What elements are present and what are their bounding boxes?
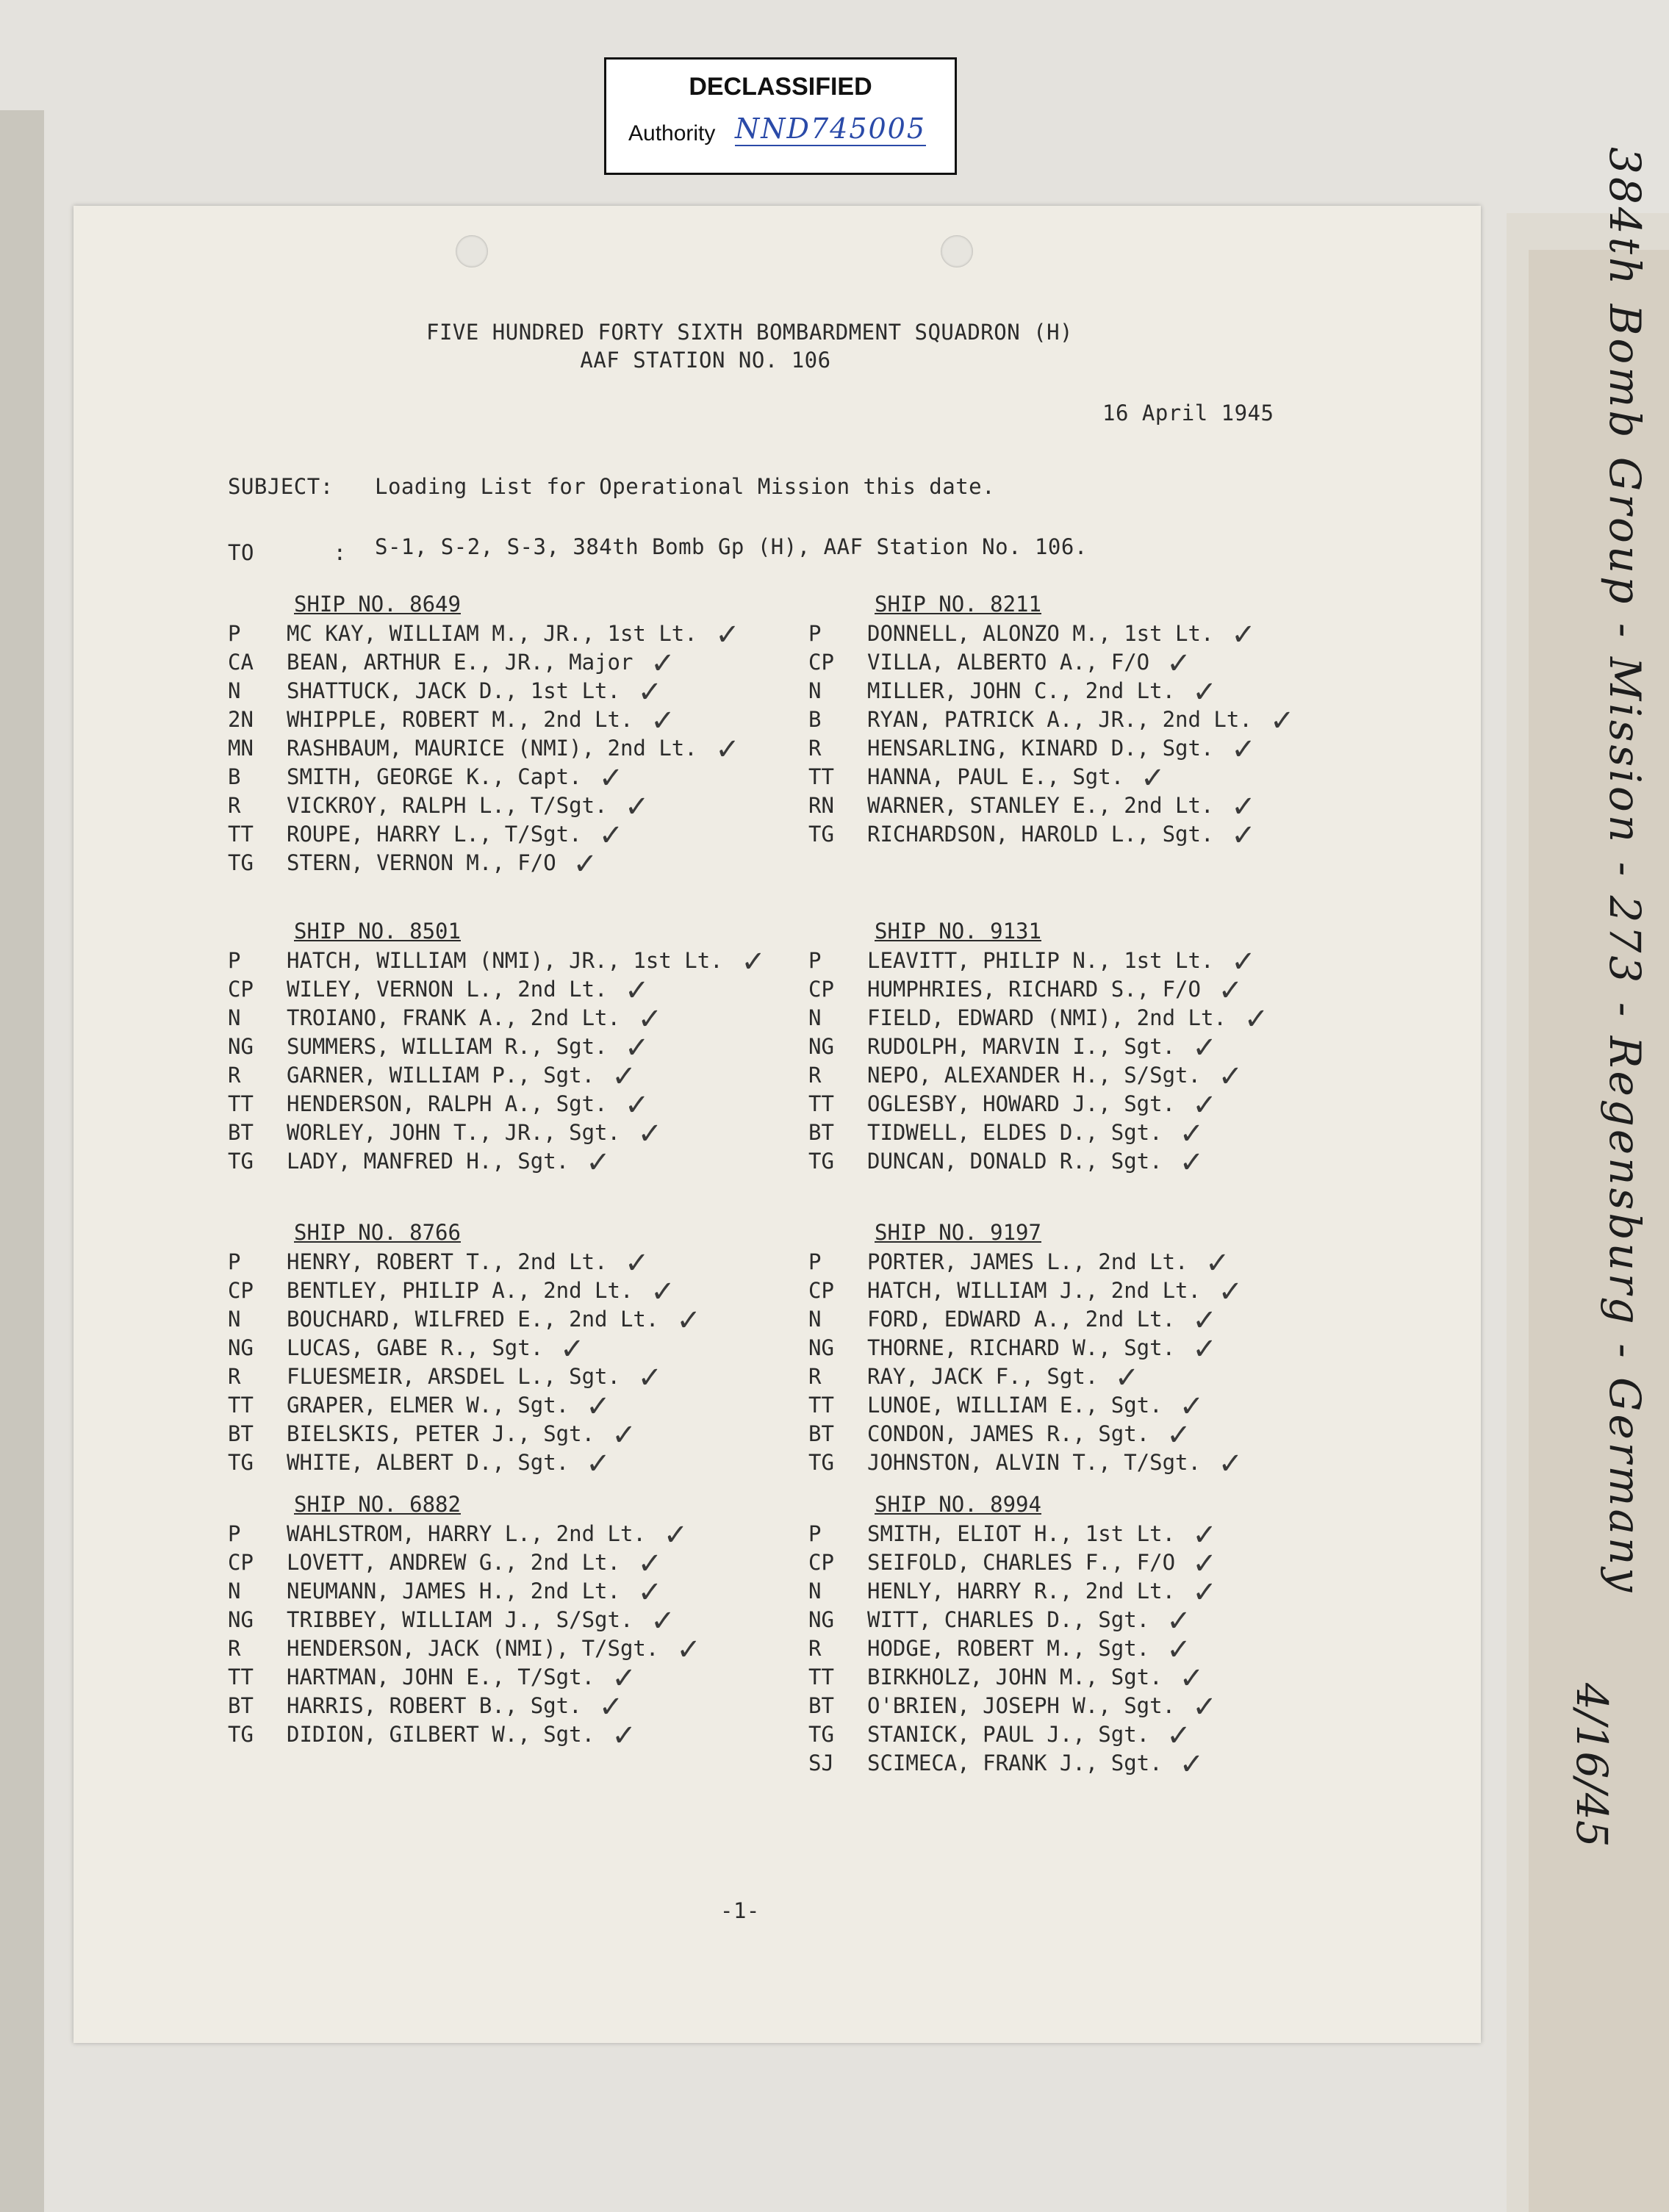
- handwritten-check-icon: ✓: [715, 733, 740, 766]
- handwritten-check-icon: ✓: [1231, 819, 1256, 852]
- crew-name: HENDERSON, JACK (NMI), T/Sgt.: [287, 1636, 659, 1661]
- crew-name: PORTER, JAMES L., 2nd Lt.: [867, 1249, 1188, 1274]
- crew-name: DONNELL, ALONZO M., 1st Lt.: [867, 621, 1214, 646]
- handwritten-check-icon: ✓: [586, 1146, 611, 1179]
- handwritten-check-icon: ✓: [1192, 675, 1217, 709]
- crew-row: [808, 704, 1338, 738]
- handwritten-check-icon: ✓: [663, 1518, 689, 1552]
- crew-position: P: [808, 1249, 822, 1274]
- crew-row: [228, 1418, 757, 1452]
- to-value: S-1, S-2, S-3, 384th Bomb Gp (H), AAF Station No. 106.: [375, 534, 1088, 559]
- crew-position: TT: [228, 1393, 254, 1418]
- crew-position: TG: [808, 1450, 834, 1475]
- handwritten-check-icon: ✓: [650, 1275, 675, 1309]
- crew-row: [808, 945, 1338, 979]
- crew-position: BT: [228, 1120, 254, 1145]
- crew-position: TG: [808, 822, 834, 847]
- crew-position: R: [808, 1636, 822, 1661]
- crew-position: N: [808, 678, 822, 703]
- handwritten-check-icon: ✓: [586, 1447, 611, 1481]
- crew-position: NG: [228, 1034, 254, 1059]
- crew-name: HATCH, WILLIAM (NMI), JR., 1st Lt.: [287, 948, 723, 973]
- ship-title: SHIP NO. 9131: [875, 919, 1041, 944]
- crew-name: STANICK, PAUL J., Sgt.: [867, 1722, 1150, 1747]
- squadron-heading: FIVE HUNDRED FORTY SIXTH BOMBARDMENT SQUADRON (H): [426, 320, 1074, 345]
- handwritten-check-icon: ✓: [1114, 1361, 1140, 1395]
- handwritten-check-icon: ✓: [611, 1719, 636, 1753]
- side-note-date: 4/16/45: [1567, 1683, 1617, 1847]
- crew-position: TG: [228, 1450, 254, 1475]
- crew-name: HENSARLING, KINARD D., Sgt.: [867, 736, 1214, 761]
- crew-position: P: [808, 948, 822, 973]
- crew-name: WHITE, ALBERT D., Sgt.: [287, 1450, 570, 1475]
- handwritten-check-icon: ✓: [637, 1117, 663, 1151]
- crew-position: CP: [228, 977, 254, 1002]
- ship-title: SHIP NO. 8994: [875, 1492, 1041, 1517]
- crew-position: R: [228, 793, 241, 818]
- crew-row: [228, 1518, 757, 1552]
- crew-position: BT: [808, 1421, 834, 1446]
- handwritten-check-icon: ✓: [1192, 1690, 1217, 1724]
- crew-row: [228, 1275, 757, 1309]
- crew-row: [808, 1146, 1338, 1179]
- crew-row: [808, 1447, 1338, 1481]
- crew-row: [228, 1361, 757, 1395]
- crew-position: CP: [808, 650, 834, 675]
- crew-position: R: [228, 1063, 241, 1088]
- handwritten-check-icon: ✓: [1270, 704, 1295, 738]
- crew-row: [808, 647, 1338, 681]
- crew-name: TIDWELL, ELDES D., Sgt.: [867, 1120, 1163, 1145]
- crew-row: [808, 1690, 1338, 1724]
- crew-position: TG: [808, 1149, 834, 1174]
- crew-row: [228, 1088, 757, 1122]
- handwritten-check-icon: ✓: [637, 1576, 663, 1609]
- crew-row: [808, 1332, 1338, 1366]
- crew-row: [228, 675, 757, 709]
- crew-row: [228, 1002, 757, 1036]
- crew-name: O'BRIEN, JOSEPH W., Sgt.: [867, 1693, 1176, 1718]
- handwritten-check-icon: ✓: [1166, 647, 1191, 681]
- to-label: TO :: [228, 540, 347, 565]
- crew-row: [228, 1604, 757, 1638]
- handwritten-check-icon: ✓: [1218, 1447, 1243, 1481]
- handwritten-check-icon: ✓: [1218, 974, 1243, 1008]
- crew-position: TG: [228, 1149, 254, 1174]
- crew-position: N: [808, 1579, 822, 1604]
- crew-row: [808, 1002, 1338, 1036]
- crew-row: [808, 1547, 1338, 1581]
- crew-position: B: [808, 707, 822, 732]
- crew-row: [808, 1246, 1338, 1280]
- crew-position: R: [228, 1364, 241, 1389]
- crew-row: [228, 704, 757, 738]
- crew-name: LADY, MANFRED H., Sgt.: [287, 1149, 570, 1174]
- crew-position: CP: [808, 1278, 834, 1303]
- handwritten-check-icon: ✓: [625, 1031, 650, 1065]
- document-page: [73, 206, 1481, 2043]
- crew-position: TT: [808, 1665, 834, 1689]
- crew-row: [228, 974, 757, 1008]
- crew-name: WHIPPLE, ROBERT M., 2nd Lt.: [287, 707, 633, 732]
- crew-row: [808, 1576, 1338, 1609]
- crew-position: NG: [808, 1607, 834, 1632]
- crew-position: CA: [228, 650, 254, 675]
- crew-position: TT: [808, 1091, 834, 1116]
- crew-name: RAY, JACK F., Sgt.: [867, 1364, 1099, 1389]
- crew-row: [228, 847, 757, 881]
- crew-name: FIELD, EDWARD (NMI), 2nd Lt.: [867, 1005, 1227, 1030]
- handwritten-check-icon: ✓: [625, 1088, 650, 1122]
- crew-name: HARRIS, ROBERT B., Sgt.: [287, 1693, 582, 1718]
- handwritten-check-icon: ✓: [1192, 1304, 1217, 1337]
- crew-name: TROIANO, FRANK A., 2nd Lt.: [287, 1005, 620, 1030]
- crew-name: SEIFOLD, CHARLES F., F/O: [867, 1550, 1176, 1575]
- handwritten-check-icon: ✓: [1192, 1518, 1217, 1552]
- page-number: -1-: [720, 1898, 760, 1923]
- crew-position: NG: [808, 1034, 834, 1059]
- crew-name: SCIMECA, FRANK J., Sgt.: [867, 1750, 1163, 1775]
- crew-position: P: [228, 948, 241, 973]
- crew-name: FORD, EDWARD A., 2nd Lt.: [867, 1307, 1176, 1332]
- crew-name: LOVETT, ANDREW G., 2nd Lt.: [287, 1550, 620, 1575]
- handwritten-check-icon: ✓: [1179, 1117, 1205, 1151]
- crew-name: MC KAY, WILLIAM M., JR., 1st Lt.: [287, 621, 697, 646]
- ship-title: SHIP NO. 8766: [294, 1220, 461, 1245]
- stamp-title: DECLASSIFIED: [689, 73, 872, 101]
- crew-row: [228, 790, 757, 824]
- handwritten-check-icon: ✓: [637, 1547, 663, 1581]
- crew-position: P: [228, 621, 241, 646]
- handwritten-check-icon: ✓: [1192, 1576, 1217, 1609]
- handwritten-check-icon: ✓: [573, 847, 598, 881]
- handwritten-check-icon: ✓: [1166, 1633, 1191, 1667]
- handwritten-check-icon: ✓: [625, 1246, 650, 1280]
- crew-position: CP: [808, 977, 834, 1002]
- crew-row: [808, 1117, 1338, 1151]
- crew-row: [808, 1088, 1338, 1122]
- crew-name: OGLESBY, HOWARD J., Sgt.: [867, 1091, 1176, 1116]
- handwritten-check-icon: ✓: [637, 1361, 663, 1395]
- crew-position: TT: [808, 764, 834, 789]
- crew-position: R: [228, 1636, 241, 1661]
- crew-position: NG: [808, 1335, 834, 1360]
- crew-name: JOHNSTON, ALVIN T., T/Sgt.: [867, 1450, 1201, 1475]
- crew-row: [228, 1447, 757, 1481]
- crew-name: ROUPE, HARRY L., T/Sgt.: [287, 822, 582, 847]
- handwritten-side-note: [1540, 147, 1665, 1911]
- crew-name: LUNOE, WILLIAM E., Sgt.: [867, 1393, 1163, 1418]
- crew-position: N: [228, 678, 241, 703]
- crew-row: [228, 1662, 757, 1695]
- crew-position: SJ: [808, 1750, 834, 1775]
- handwritten-check-icon: ✓: [598, 761, 624, 795]
- crew-position: R: [808, 736, 822, 761]
- handwritten-check-icon: ✓: [676, 1633, 701, 1667]
- handwritten-check-icon: ✓: [586, 1390, 611, 1423]
- handwritten-check-icon: ✓: [1231, 618, 1256, 652]
- crew-name: VILLA, ALBERTO A., F/O: [867, 650, 1150, 675]
- crew-row: [808, 675, 1338, 709]
- station-heading: AAF STATION NO. 106: [580, 348, 831, 373]
- crew-name: VICKROY, RALPH L., T/Sgt.: [287, 793, 608, 818]
- crew-name: SMITH, ELIOT H., 1st Lt.: [867, 1521, 1176, 1546]
- handwritten-check-icon: ✓: [1192, 1332, 1217, 1366]
- handwritten-check-icon: ✓: [611, 1060, 636, 1094]
- crew-name: HENRY, ROBERT T., 2nd Lt.: [287, 1249, 608, 1274]
- subject-value: Loading List for Operational Mission this date.: [375, 474, 996, 499]
- handwritten-check-icon: ✓: [1166, 1604, 1191, 1638]
- crew-row: [228, 1690, 757, 1724]
- crew-position: N: [808, 1307, 822, 1332]
- crew-position: N: [808, 1005, 822, 1030]
- crew-name: THORNE, RICHARD W., Sgt.: [867, 1335, 1176, 1360]
- crew-position: R: [808, 1063, 822, 1088]
- crew-name: STERN, VERNON M., F/O: [287, 850, 556, 875]
- crew-position: TT: [228, 1091, 254, 1116]
- handwritten-check-icon: ✓: [560, 1332, 585, 1366]
- crew-name: HODGE, ROBERT M., Sgt.: [867, 1636, 1150, 1661]
- crew-name: RUDOLPH, MARVIN I., Sgt.: [867, 1034, 1176, 1059]
- handwritten-check-icon: ✓: [1166, 1719, 1191, 1753]
- crew-position: MN: [228, 736, 254, 761]
- crew-position: TG: [228, 1722, 254, 1747]
- crew-name: HARTMAN, JOHN E., T/Sgt.: [287, 1665, 595, 1689]
- ship-title: SHIP NO. 9197: [875, 1220, 1041, 1245]
- handwritten-check-icon: ✓: [1166, 1418, 1191, 1452]
- handwritten-check-icon: ✓: [741, 945, 766, 979]
- crew-name: BENTLEY, PHILIP A., 2nd Lt.: [287, 1278, 633, 1303]
- crew-row: [808, 1361, 1338, 1395]
- crew-name: WILEY, VERNON L., 2nd Lt.: [287, 977, 608, 1002]
- crew-name: BIRKHOLZ, JOHN M., Sgt.: [867, 1665, 1163, 1689]
- crew-name: LEAVITT, PHILIP N., 1st Lt.: [867, 948, 1214, 973]
- crew-row: [808, 1662, 1338, 1695]
- side-note-text: 384th Bomb Group - Mission - 273 - Regensburg - Germany: [1600, 147, 1650, 1595]
- crew-position: N: [228, 1307, 241, 1332]
- crew-row: [228, 1146, 757, 1179]
- crew-row: [808, 790, 1338, 824]
- crew-row: [228, 1576, 757, 1609]
- crew-position: TT: [228, 1665, 254, 1689]
- crew-row: [228, 1060, 757, 1094]
- crew-name: WORLEY, JOHN T., JR., Sgt.: [287, 1120, 620, 1145]
- ship-title: SHIP NO. 8211: [875, 592, 1041, 617]
- crew-position: CP: [228, 1550, 254, 1575]
- crew-row: [808, 1418, 1338, 1452]
- crew-name: NEUMANN, JAMES H., 2nd Lt.: [287, 1579, 620, 1604]
- handwritten-check-icon: ✓: [1179, 1748, 1205, 1781]
- crew-position: BT: [228, 1693, 254, 1718]
- stamp-authority-label: Authority: [628, 121, 716, 146]
- crew-position: N: [228, 1005, 241, 1030]
- crew-row: [228, 1117, 757, 1151]
- handwritten-check-icon: ✓: [676, 1304, 701, 1337]
- crew-name: MILLER, JOHN C., 2nd Lt.: [867, 678, 1176, 703]
- crew-position: TT: [228, 822, 254, 847]
- handwritten-check-icon: ✓: [1179, 1662, 1205, 1695]
- crew-position: CP: [228, 1278, 254, 1303]
- crew-row: [228, 761, 757, 795]
- crew-position: CP: [808, 1550, 834, 1575]
- crew-position: 2N: [228, 707, 254, 732]
- crew-row: [808, 1304, 1338, 1337]
- crew-row: [228, 1547, 757, 1581]
- crew-name: HENDERSON, RALPH A., Sgt.: [287, 1091, 608, 1116]
- crew-position: B: [228, 764, 241, 789]
- crew-row: [808, 819, 1338, 852]
- crew-name: LUCAS, GABE R., Sgt.: [287, 1335, 544, 1360]
- crew-position: TG: [808, 1722, 834, 1747]
- handwritten-check-icon: ✓: [625, 974, 650, 1008]
- handwritten-check-icon: ✓: [1141, 761, 1166, 795]
- crew-name: TRIBBEY, WILLIAM J., S/Sgt.: [287, 1607, 633, 1632]
- handwritten-check-icon: ✓: [1218, 1060, 1243, 1094]
- crew-row: [808, 1060, 1338, 1094]
- crew-position: R: [808, 1364, 822, 1389]
- crew-name: SHATTUCK, JACK D., 1st Lt.: [287, 678, 620, 703]
- crew-row: [228, 647, 757, 681]
- crew-row: [228, 945, 766, 979]
- crew-name: WARNER, STANLEY E., 2nd Lt.: [867, 793, 1214, 818]
- handwritten-check-icon: ✓: [1192, 1031, 1217, 1065]
- ship-title: SHIP NO. 8501: [294, 919, 461, 944]
- handwritten-check-icon: ✓: [1231, 790, 1256, 824]
- crew-row: [808, 1390, 1338, 1423]
- crew-name: DIDION, GILBERT W., Sgt.: [287, 1722, 595, 1747]
- crew-position: BT: [228, 1421, 254, 1446]
- crew-row: [228, 1246, 757, 1280]
- crew-name: BOUCHARD, WILFRED E., 2nd Lt.: [287, 1307, 659, 1332]
- document-date: 16 April 1945: [1102, 401, 1274, 425]
- handwritten-check-icon: ✓: [715, 618, 740, 652]
- crew-row: [808, 1275, 1338, 1309]
- crew-position: N: [228, 1579, 241, 1604]
- handwritten-check-icon: ✓: [650, 704, 675, 738]
- handwritten-check-icon: ✓: [637, 675, 663, 709]
- handwritten-check-icon: ✓: [1205, 1246, 1230, 1280]
- ship-title: SHIP NO. 8649: [294, 592, 461, 617]
- crew-row: [808, 1031, 1338, 1065]
- handwritten-check-icon: ✓: [1179, 1390, 1205, 1423]
- handwritten-check-icon: ✓: [1243, 1002, 1269, 1036]
- crew-name: RYAN, PATRICK A., JR., 2nd Lt.: [867, 707, 1252, 732]
- handwritten-check-icon: ✓: [611, 1418, 636, 1452]
- handwritten-check-icon: ✓: [1192, 1088, 1217, 1122]
- subject-label: SUBJECT:: [228, 474, 334, 499]
- punch-hole: [456, 235, 488, 267]
- crew-row: [228, 1304, 757, 1337]
- crew-row: [228, 618, 757, 652]
- handwritten-check-icon: ✓: [1179, 1146, 1205, 1179]
- crew-name: NEPO, ALEXANDER H., S/Sgt.: [867, 1063, 1201, 1088]
- crew-name: HUMPHRIES, RICHARD S., F/O: [867, 977, 1201, 1002]
- punch-hole: [941, 235, 973, 267]
- crew-row: [228, 1332, 757, 1366]
- crew-name: BIELSKIS, PETER J., Sgt.: [287, 1421, 595, 1446]
- declassified-stamp: [604, 57, 957, 175]
- handwritten-check-icon: ✓: [598, 819, 624, 852]
- crew-row: [808, 1633, 1338, 1667]
- crew-row: [808, 1604, 1338, 1638]
- handwritten-check-icon: ✓: [650, 647, 675, 681]
- crew-position: BT: [808, 1693, 834, 1718]
- crew-name: FLUESMEIR, ARSDEL L., Sgt.: [287, 1364, 620, 1389]
- crew-position: P: [228, 1521, 241, 1546]
- crew-position: NG: [228, 1607, 254, 1632]
- background-page-left: [0, 110, 44, 2212]
- crew-row: [808, 1518, 1338, 1552]
- crew-name: SUMMERS, WILLIAM R., Sgt.: [287, 1034, 608, 1059]
- crew-row: [228, 1390, 757, 1423]
- crew-name: HATCH, WILLIAM J., 2nd Lt.: [867, 1278, 1201, 1303]
- crew-name: HANNA, PAUL E., Sgt.: [867, 764, 1124, 789]
- crew-position: P: [808, 1521, 822, 1546]
- crew-row: [808, 733, 1338, 766]
- crew-name: BEAN, ARTHUR E., JR., Major: [287, 650, 633, 675]
- crew-row: [228, 733, 757, 766]
- handwritten-check-icon: ✓: [1231, 733, 1256, 766]
- crew-name: RASHBAUM, MAURICE (NMI), 2nd Lt.: [287, 736, 697, 761]
- crew-row: [808, 1719, 1338, 1753]
- handwritten-check-icon: ✓: [1231, 945, 1256, 979]
- crew-name: GRAPER, ELMER W., Sgt.: [287, 1393, 570, 1418]
- crew-name: WITT, CHARLES D., Sgt.: [867, 1607, 1150, 1632]
- crew-name: DUNCAN, DONALD R., Sgt.: [867, 1149, 1163, 1174]
- crew-position: TG: [228, 850, 254, 875]
- crew-position: P: [808, 621, 822, 646]
- crew-row: [808, 1748, 1338, 1781]
- crew-position: TT: [808, 1393, 834, 1418]
- ship-title: SHIP NO. 6882: [294, 1492, 461, 1517]
- crew-row: [808, 761, 1338, 795]
- handwritten-check-icon: ✓: [637, 1002, 663, 1036]
- crew-row: [228, 1633, 757, 1667]
- crew-name: GARNER, WILLIAM P., Sgt.: [287, 1063, 595, 1088]
- handwritten-check-icon: ✓: [611, 1662, 636, 1695]
- crew-row: [228, 819, 757, 852]
- crew-row: [808, 974, 1338, 1008]
- crew-row: [228, 1719, 757, 1753]
- handwritten-check-icon: ✓: [1218, 1275, 1243, 1309]
- crew-name: HENLY, HARRY R., 2nd Lt.: [867, 1579, 1176, 1604]
- crew-position: NG: [228, 1335, 254, 1360]
- crew-row: [228, 1031, 757, 1065]
- crew-position: BT: [808, 1120, 834, 1145]
- crew-name: CONDON, JAMES R., Sgt.: [867, 1421, 1150, 1446]
- crew-row: [808, 618, 1338, 652]
- handwritten-check-icon: ✓: [625, 790, 650, 824]
- handwritten-check-icon: ✓: [598, 1690, 624, 1724]
- crew-position: P: [228, 1249, 241, 1274]
- crew-name: RICHARDSON, HAROLD L., Sgt.: [867, 822, 1214, 847]
- handwritten-check-icon: ✓: [650, 1604, 675, 1638]
- handwritten-check-icon: ✓: [1192, 1547, 1217, 1581]
- crew-position: RN: [808, 793, 834, 818]
- crew-name: WAHLSTROM, HARRY L., 2nd Lt.: [287, 1521, 646, 1546]
- stamp-authority-code: NND745005: [735, 112, 927, 145]
- crew-name: SMITH, GEORGE K., Capt.: [287, 764, 582, 789]
